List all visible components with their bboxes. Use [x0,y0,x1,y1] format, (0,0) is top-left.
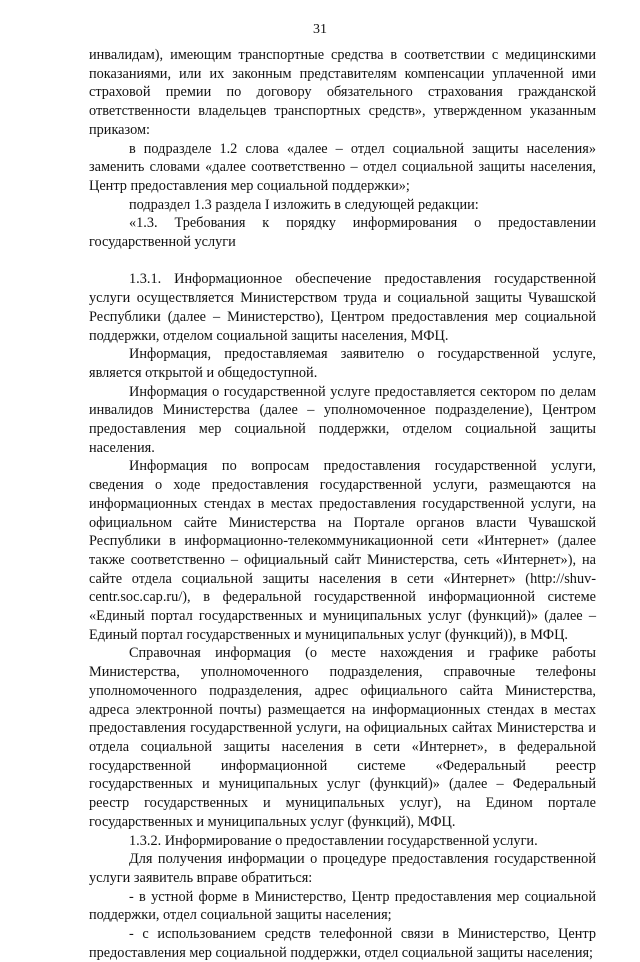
paragraph: Для получения информации о процедуре предоставления государственной услуги заявитель вправе обратиться: [89,851,596,886]
list-item: - с использованием средств телефонной связи в Министерство, Центр предоставления мер социальной поддержки, отдел социальной защиты населения; [89,926,596,961]
page-number: 31 [313,22,327,37]
paragraph: 1.3.1. Информационное обеспечение предоставления государственной услуги осуществляется Министерством труда и социальной защиты Чувашской Республики (далее – Министерство), Центром предоставления мер социальной поддержки, отделом социальной защиты населения, МФЦ. [89,271,596,344]
subsection-heading: 1.3.2. Информирование о предоставлении государственной услуги. [129,832,538,849]
paragraph: Информация о государственной услуге предоставляется сектором по делам инвалидов Министерства (далее – уполномоченное подразделение), Центром предоставления мер социальной поддержки, отделом социальной защиты населения. [89,383,596,456]
paragraph: Справочная информация (о месте нахождения и графике работы Министерства, уполномоченного подразделения, справочные телефоны уполномоченного подразделения, адрес официального сайта Министерства, адреса электронной почты) размещается на информационных стендах в местах предоставления государственной услуги, на официальных сайтах Министерства и отдела социальной защиты населения в сети «Интернет», в федеральной государственной информационной системе «Федеральный реестр государственных и муниципальных услуг (функций)» (далее – Федеральный реестр государственных и муниципальных услуг), на Едином портале государственных и муниципальных услуг (функций), МФЦ. [89,645,596,830]
paragraph: в подразделе 1.2 слова «далее – отдел социальной защиты населения» заменить словами «далее соответственно – отдел социальной защиты населения, Центр предоставления мер социальной поддержки»; [89,140,596,194]
paragraph: Информация, предоставляемая заявителю о государственной услуге, является открытой и общедоступной. [89,346,596,381]
paragraph: подраздел 1.3 раздела I изложить в следующей редакции: [129,196,479,213]
paragraph: Информация по вопросам предоставления государственной услуги, сведения о ходе предоставления государственной услуги, размещаются на информационных стендах в местах предоставления государственной услуги, на официальном сайте Министерства на Портале органов власти Чувашской Республики в информационно-телекоммуникационной сети «Интернет» (далее также соответственно – официальный сайт Министерства, сеть «Интернет»), на сайте отдела социальной защиты населения в сети «Интернет» (http://shuv-centr.soc.cap.ru/), в федеральной государственной информационной системе «Единый портал государственных и муниципальных услуг (функций)» (далее – Единый портал государственных и муниципальных услуг (функций)), в МФЦ. [89,458,596,643]
document-body [89,46,596,962]
list-item: - в устной форме в Министерство, Центр предоставления мер социальной поддержки, отдел социальной защиты населения; [89,888,596,924]
paragraph: инвалидам), имеющим транспортные средства в соответствии с медицинскими показаниями, или их законным представителям компенсации уплаченной ими страховой премии по договору обязательного страхования гражданской ответственности владельцев транспортных средств», утвержденном указанным приказом: [89,47,596,138]
section-heading: «1.3. Требования к порядку информирования о предоставлении государственной услуги [89,215,596,251]
